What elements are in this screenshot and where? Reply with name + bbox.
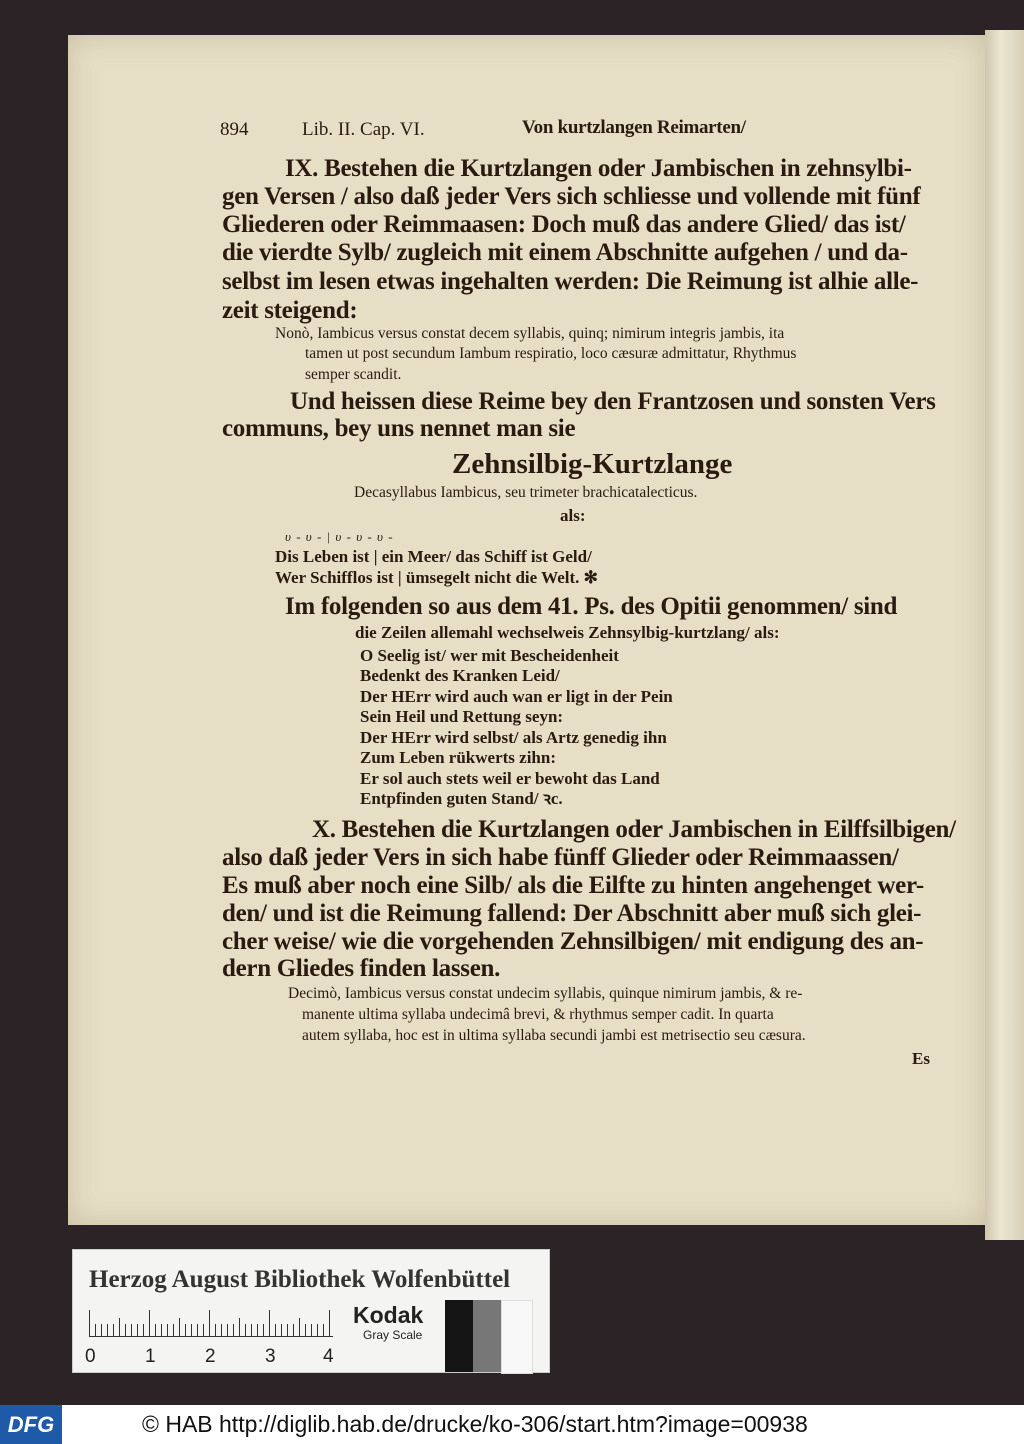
ruler-tick <box>329 1310 330 1336</box>
ruler-tick <box>305 1324 306 1336</box>
ruler-tick <box>263 1324 264 1336</box>
ruler-tick <box>125 1324 126 1336</box>
ruler-tick <box>137 1324 138 1336</box>
latin-note-line: semper scandit. <box>305 366 402 383</box>
dfg-logo: DFG <box>0 1405 62 1444</box>
ruler-tick <box>167 1324 168 1336</box>
ruler-tick <box>257 1324 258 1336</box>
paragraph-ix-line: die vierdte Sylb/ zugleich mit einem Abschnitte aufgehen / und da- <box>222 239 908 266</box>
section-heading: Lib. II. Cap. VI. <box>302 119 425 140</box>
paragraph-x-line: cher weise/ wie die vorgehenden Zehnsilbigen/ mit endigung des an- <box>222 928 924 955</box>
poem-line: Bedenkt des Kranken Leid/ <box>360 666 560 685</box>
ruler-tick <box>149 1310 150 1336</box>
ruler-tick <box>299 1318 300 1336</box>
poem-line: O Seelig ist/ wer mit Bescheidenheit <box>360 646 619 665</box>
paragraph-line: Im folgenden so aus dem 41. Ps. des Opitii genommen/ sind <box>285 593 898 620</box>
poem-line: Der HErr wird auch wan er ligt in der Pein <box>360 687 673 706</box>
poem-line: Sein Heil und Rettung seyn: <box>360 707 564 726</box>
als-label: als: <box>560 506 586 525</box>
gray-swatch-black <box>445 1300 473 1372</box>
ruler-tick <box>179 1318 180 1336</box>
ruler-tick <box>161 1324 162 1336</box>
ruler-number: 1 <box>145 1346 156 1367</box>
gray-swatch-white <box>501 1300 533 1374</box>
ruler-tick <box>209 1310 210 1336</box>
example-line: Dis Leben ist | ein Meer/ das Schiff ist Geld/ <box>275 547 592 566</box>
verse-title: Zehnsilbig-Kurtzlange <box>452 448 733 480</box>
latin-note-line: Decimò, Iambicus versus constat undecim syllabis, quinque nimirum jambis, & re- <box>288 985 803 1002</box>
ruler-tick <box>185 1324 186 1336</box>
ruler-number: 3 <box>265 1346 276 1367</box>
footer-bar <box>0 1405 1024 1444</box>
gray-swatch-mid <box>473 1300 501 1372</box>
ruler-tick <box>119 1318 120 1336</box>
ruler-tick <box>233 1324 234 1336</box>
latin-note-line: manente ultima syllaba undecimâ brevi, & rhythmus semper cadit. In quarta <box>302 1006 774 1023</box>
ruler-tick <box>317 1324 318 1336</box>
ruler-tick <box>245 1324 246 1336</box>
ruler-tick <box>287 1324 288 1336</box>
ruler-tick <box>89 1310 90 1336</box>
ruler-number: 4 <box>323 1346 334 1367</box>
poem-line: Zum Leben rükwerts zihn: <box>360 748 556 767</box>
example-line: Wer Schifflos ist | ümsegelt nicht die Welt. ✻ <box>275 568 598 587</box>
page-edge <box>985 30 1024 1240</box>
ruler-tick <box>323 1324 324 1336</box>
ruler-tick <box>143 1324 144 1336</box>
ruler-tick <box>227 1324 228 1336</box>
catchword: Es <box>912 1049 930 1068</box>
paragraph-ix-line: gen Versen / also daß jeder Vers sich schliesse und vollende mit fünf <box>222 183 921 210</box>
page-number: 894 <box>220 119 249 140</box>
ruler-tick <box>311 1324 312 1336</box>
paragraph-x-line: dern Gliedes finden lassen. <box>222 955 501 982</box>
latin-note-line: Nonò, Iambicus versus constat decem syllabis, quinq; nimirum integris jambis, ita <box>275 325 785 342</box>
paragraph-ix-line: IX. Bestehen die Kurtzlangen oder Jambischen in zehnsylbi- <box>285 155 912 182</box>
ruler-tick <box>101 1324 102 1336</box>
paragraph-ix-line: Gliederen oder Reimmaasen: Doch muß das andere Glied/ das ist/ <box>222 211 906 238</box>
paragraph-line: communs, bey uns nennet man sie <box>222 415 576 442</box>
ruler-tick <box>191 1324 192 1336</box>
ruler-tick <box>293 1324 294 1336</box>
paragraph-ix-line: selbst im lesen etwas ingehalten werden: Die Reimung ist alhie alle- <box>222 268 919 295</box>
ruler-tick <box>281 1324 282 1336</box>
ruler <box>89 1310 333 1337</box>
paragraph-ix-line: zeit steigend: <box>222 297 358 324</box>
ruler-number: 2 <box>205 1346 216 1367</box>
latin-note-line: tamen ut post secundum Iambum respiratio, loco cæsuræ admittatur, Rhythmus <box>305 345 797 362</box>
paragraph-line: die Zeilen allemahl wechselweis Zehnsylbig-kurtzlang/ als: <box>355 623 780 642</box>
latin-note-line: autem syllaba, hoc est in ultima syllaba secundi jambi est metrisectio seu cæsura. <box>302 1027 806 1044</box>
ruler-tick <box>107 1324 108 1336</box>
paragraph-x-line: den/ und ist die Reimung fallend: Der Abschnitt aber muß sich glei- <box>222 900 922 927</box>
gray-scale-label: Gray Scale <box>363 1328 423 1342</box>
ruler-tick <box>95 1324 96 1336</box>
ruler-number: 0 <box>85 1346 96 1367</box>
color-card <box>72 1249 550 1373</box>
ruler-tick <box>203 1324 204 1336</box>
ruler-tick <box>113 1324 114 1336</box>
ruler-tick <box>131 1324 132 1336</box>
paragraph-x-line: Es muß aber noch eine Silb/ als die Eilfte zu hinten angehenget wer- <box>222 872 924 899</box>
library-name: Herzog August Bibliothek Wolfenbüttel <box>89 1266 511 1293</box>
meter-marks: υ - υ - | υ - υ - υ - <box>285 529 394 544</box>
kodak-logo: Kodak <box>353 1302 424 1328</box>
ruler-tick <box>275 1324 276 1336</box>
poem-line: Entpfinden guten Stand/ ꝛc. <box>360 789 563 808</box>
ruler-tick <box>251 1324 252 1336</box>
paragraph-x-line: X. Bestehen die Kurtzlangen oder Jambischen in Eilffsilbigen/ <box>312 816 956 843</box>
ruler-tick <box>239 1318 240 1336</box>
poem-line: Der HErr wird selbst/ als Artz genedig ihn <box>360 728 667 747</box>
ruler-tick <box>197 1324 198 1336</box>
paragraph-line: Und heissen diese Reime bey den Frantzosen und sonsten Vers <box>290 388 936 415</box>
ruler-tick <box>215 1324 216 1336</box>
poem-line: Er sol auch stets weil er bewoht das Land <box>360 769 660 788</box>
paragraph-x-line: also daß jeder Vers in sich habe fünff Glieder oder Reimmaassen/ <box>222 844 899 871</box>
running-title: Von kurtzlangen Reimarten/ <box>522 117 746 138</box>
ruler-tick <box>221 1324 222 1336</box>
ruler-tick <box>269 1310 270 1336</box>
ruler-tick <box>173 1324 174 1336</box>
verse-subtitle: Decasyllabus Iambicus, seu trimeter brachicatalecticus. <box>354 484 698 501</box>
copyright-link[interactable]: © HAB http://diglib.hab.de/drucke/ko-306/start.htm?image=00938 <box>142 1411 808 1437</box>
ruler-tick <box>155 1324 156 1336</box>
